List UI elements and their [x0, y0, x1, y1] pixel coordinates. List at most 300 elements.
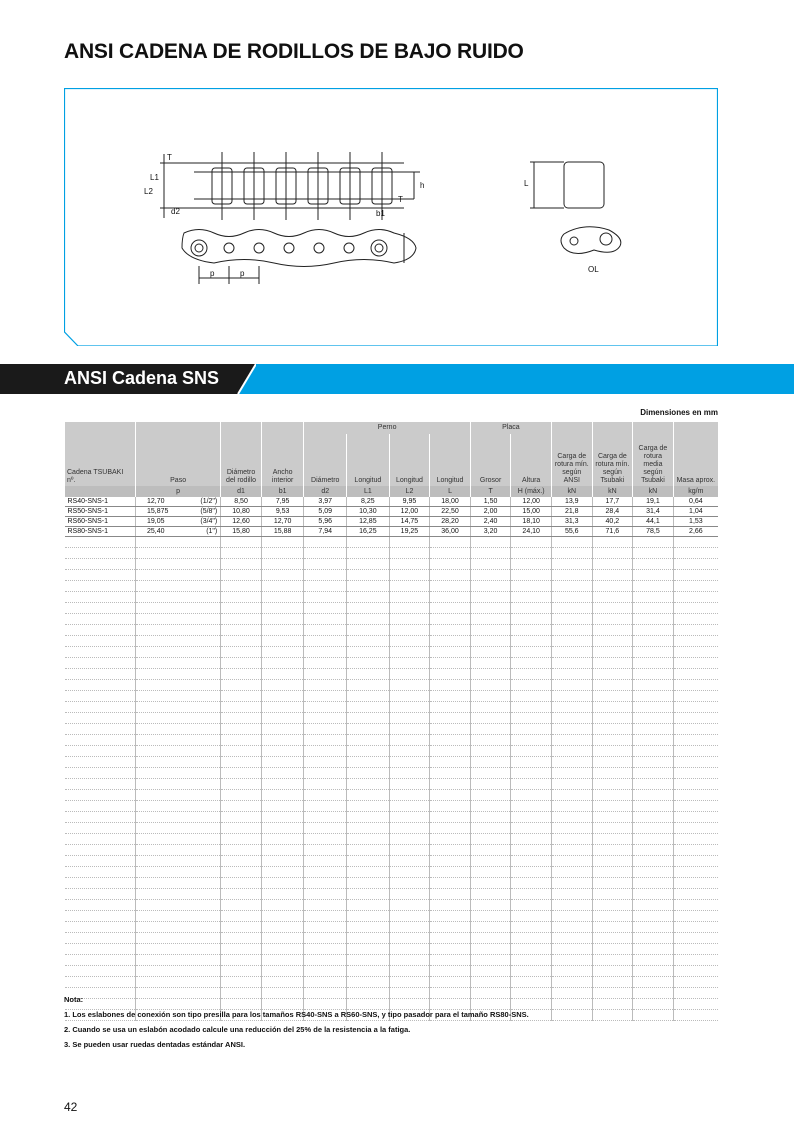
- empty-cell: [221, 647, 262, 658]
- empty-cell: [673, 603, 718, 614]
- empty-cell: [633, 559, 674, 570]
- cell-cadena: RS40-SNS-1: [65, 497, 136, 507]
- empty-cell: [551, 801, 592, 812]
- empty-cell: [136, 790, 221, 801]
- empty-cell: [304, 779, 347, 790]
- header-grosor: Grosor: [470, 434, 511, 486]
- empty-cell: [511, 779, 552, 790]
- empty-cell: [65, 801, 136, 812]
- empty-cell: [592, 856, 633, 867]
- empty-cell: [430, 757, 471, 768]
- empty-cell: [136, 680, 221, 691]
- empty-row: [65, 944, 719, 955]
- empty-cell: [673, 614, 718, 625]
- empty-cell: [136, 658, 221, 669]
- empty-cell: [551, 933, 592, 944]
- empty-cell: [136, 757, 221, 768]
- empty-cell: [592, 592, 633, 603]
- empty-cell: [470, 647, 511, 658]
- empty-cell: [673, 933, 718, 944]
- empty-cell: [221, 801, 262, 812]
- cell-d2: 5,09: [304, 507, 347, 517]
- empty-cell: [673, 812, 718, 823]
- cell-masa: 0,64: [673, 497, 718, 507]
- empty-cell: [633, 746, 674, 757]
- empty-row: [65, 801, 719, 812]
- empty-cell: [673, 834, 718, 845]
- empty-cell: [633, 713, 674, 724]
- empty-row: [65, 966, 719, 977]
- empty-cell: [261, 757, 304, 768]
- empty-cell: [347, 581, 390, 592]
- empty-cell: [261, 702, 304, 713]
- empty-cell: [470, 713, 511, 724]
- note-item: 1. Los eslabones de conexión son tipo presilla para los tamaños RS40-SNS a RS60-SNS, y tipo pasador para el tamaño RS80-SNS.: [64, 1010, 529, 1019]
- empty-cell: [304, 735, 347, 746]
- empty-cell: [136, 966, 221, 977]
- empty-row: [65, 735, 719, 746]
- empty-cell: [511, 790, 552, 801]
- empty-cell: [430, 834, 471, 845]
- empty-cell: [633, 933, 674, 944]
- empty-cell: [592, 988, 633, 999]
- empty-cell: [673, 867, 718, 878]
- empty-cell: [389, 757, 430, 768]
- empty-cell: [633, 625, 674, 636]
- empty-cell: [65, 570, 136, 581]
- empty-cell: [261, 977, 304, 988]
- cell-paso-in: (5/8"): [200, 508, 218, 515]
- header-diametro: Diámetro: [304, 434, 347, 486]
- cell-l1: 8,25: [347, 497, 390, 507]
- empty-cell: [470, 537, 511, 548]
- notes-heading: Nota:: [64, 995, 84, 1004]
- empty-cell: [221, 823, 262, 834]
- empty-cell: [673, 856, 718, 867]
- empty-cell: [389, 592, 430, 603]
- empty-cell: [470, 779, 511, 790]
- empty-row: [65, 603, 719, 614]
- empty-cell: [592, 801, 633, 812]
- empty-cell: [511, 900, 552, 911]
- header-longitud-l1: Longitud: [347, 434, 390, 486]
- empty-cell: [430, 845, 471, 856]
- empty-cell: [136, 779, 221, 790]
- empty-cell: [304, 812, 347, 823]
- empty-cell: [347, 955, 390, 966]
- empty-cell: [304, 801, 347, 812]
- empty-cell: [470, 878, 511, 889]
- empty-cell: [673, 680, 718, 691]
- cell-b1: 7,95: [261, 497, 304, 507]
- empty-cell: [347, 878, 390, 889]
- empty-cell: [261, 768, 304, 779]
- label-d2: d2: [171, 207, 180, 216]
- empty-cell: [551, 988, 592, 999]
- empty-row: [65, 812, 719, 823]
- empty-cell: [551, 900, 592, 911]
- empty-cell: [261, 724, 304, 735]
- empty-cell: [511, 977, 552, 988]
- empty-cell: [511, 713, 552, 724]
- empty-cell: [304, 823, 347, 834]
- unit-cell: T: [470, 486, 511, 497]
- empty-cell: [551, 680, 592, 691]
- empty-cell: [389, 713, 430, 724]
- empty-cell: [511, 691, 552, 702]
- unit-cell: kN: [633, 486, 674, 497]
- cell-paso: [136, 517, 221, 527]
- notes: [64, 992, 529, 1052]
- cell-media: 31,4: [633, 507, 674, 517]
- empty-cell: [261, 790, 304, 801]
- empty-cell: [511, 746, 552, 757]
- empty-cell: [633, 757, 674, 768]
- empty-row: [65, 900, 719, 911]
- spec-table: [64, 422, 718, 1021]
- empty-cell: [304, 834, 347, 845]
- empty-cell: [430, 933, 471, 944]
- header-group-perno: Perno: [304, 422, 470, 434]
- empty-cell: [551, 636, 592, 647]
- empty-cell: [592, 713, 633, 724]
- empty-cell: [347, 900, 390, 911]
- empty-cell: [673, 658, 718, 669]
- diagram-panel: [64, 88, 718, 346]
- empty-cell: [221, 570, 262, 581]
- empty-cell: [430, 625, 471, 636]
- empty-cell: [389, 867, 430, 878]
- empty-cell: [261, 801, 304, 812]
- empty-cell: [221, 867, 262, 878]
- empty-cell: [221, 878, 262, 889]
- empty-cell: [347, 768, 390, 779]
- empty-cell: [389, 779, 430, 790]
- empty-cell: [551, 911, 592, 922]
- empty-cell: [633, 988, 674, 999]
- empty-cell: [304, 592, 347, 603]
- empty-cell: [551, 856, 592, 867]
- empty-cell: [304, 680, 347, 691]
- empty-cell: [633, 834, 674, 845]
- empty-cell: [261, 933, 304, 944]
- cell-paso-mm: 25,40: [147, 528, 165, 535]
- empty-cell: [261, 823, 304, 834]
- empty-cell: [221, 592, 262, 603]
- empty-cell: [470, 680, 511, 691]
- empty-cell: [221, 834, 262, 845]
- empty-cell: [551, 735, 592, 746]
- empty-cell: [633, 779, 674, 790]
- empty-cell: [592, 768, 633, 779]
- empty-cell: [221, 636, 262, 647]
- empty-cell: [136, 625, 221, 636]
- empty-cell: [65, 823, 136, 834]
- empty-cell: [304, 625, 347, 636]
- header-ancho-interior: Ancho interior: [261, 422, 304, 486]
- section-title: ANSI Cadena SNS: [64, 368, 220, 388]
- empty-cell: [511, 647, 552, 658]
- empty-cell: [65, 900, 136, 911]
- empty-cell: [261, 548, 304, 559]
- empty-cell: [136, 944, 221, 955]
- empty-cell: [261, 614, 304, 625]
- empty-cell: [592, 867, 633, 878]
- empty-cell: [633, 1010, 674, 1021]
- cell-d2: 5,96: [304, 517, 347, 527]
- cell-d2: 3,97: [304, 497, 347, 507]
- empty-cell: [136, 845, 221, 856]
- empty-cell: [389, 636, 430, 647]
- table-row: [65, 497, 719, 507]
- empty-cell: [347, 669, 390, 680]
- empty-cell: [221, 559, 262, 570]
- empty-cell: [633, 889, 674, 900]
- empty-cell: [389, 955, 430, 966]
- empty-cell: [389, 581, 430, 592]
- empty-cell: [347, 867, 390, 878]
- empty-cell: [65, 768, 136, 779]
- empty-cell: [592, 933, 633, 944]
- empty-cell: [592, 636, 633, 647]
- empty-cell: [347, 592, 390, 603]
- empty-cell: [261, 537, 304, 548]
- empty-cell: [592, 955, 633, 966]
- empty-cell: [470, 691, 511, 702]
- empty-cell: [430, 790, 471, 801]
- empty-cell: [633, 537, 674, 548]
- empty-cell: [136, 713, 221, 724]
- cell-t: 2,40: [470, 517, 511, 527]
- empty-cell: [65, 856, 136, 867]
- empty-cell: [304, 647, 347, 658]
- empty-cell: [470, 856, 511, 867]
- empty-cell: [430, 966, 471, 977]
- empty-cell: [261, 856, 304, 867]
- empty-cell: [65, 757, 136, 768]
- empty-cell: [511, 933, 552, 944]
- cell-l: 28,20: [430, 517, 471, 527]
- empty-cell: [633, 845, 674, 856]
- empty-cell: [551, 570, 592, 581]
- empty-cell: [261, 559, 304, 570]
- empty-cell: [592, 735, 633, 746]
- empty-cell: [221, 922, 262, 933]
- empty-cell: [389, 812, 430, 823]
- empty-cell: [551, 944, 592, 955]
- empty-cell: [65, 922, 136, 933]
- empty-cell: [430, 724, 471, 735]
- empty-cell: [136, 823, 221, 834]
- empty-cell: [136, 647, 221, 658]
- empty-cell: [673, 801, 718, 812]
- empty-cell: [304, 746, 347, 757]
- empty-cell: [389, 801, 430, 812]
- empty-cell: [221, 889, 262, 900]
- empty-cell: [470, 889, 511, 900]
- empty-cell: [65, 746, 136, 757]
- empty-cell: [136, 867, 221, 878]
- empty-cell: [592, 757, 633, 768]
- empty-cell: [347, 537, 390, 548]
- empty-cell: [430, 592, 471, 603]
- empty-cell: [136, 559, 221, 570]
- unit-cell: b1: [261, 486, 304, 497]
- page-number: 42: [64, 1100, 78, 1114]
- empty-cell: [65, 603, 136, 614]
- table-row: [65, 527, 719, 537]
- empty-cell: [511, 955, 552, 966]
- empty-cell: [304, 724, 347, 735]
- empty-cell: [65, 647, 136, 658]
- empty-row: [65, 823, 719, 834]
- empty-cell: [304, 889, 347, 900]
- unit-cell: p: [136, 486, 221, 497]
- empty-cell: [633, 856, 674, 867]
- empty-cell: [389, 933, 430, 944]
- empty-cell: [551, 647, 592, 658]
- empty-cell: [261, 658, 304, 669]
- header-paso: Paso: [136, 422, 221, 486]
- empty-cell: [470, 614, 511, 625]
- empty-cell: [347, 658, 390, 669]
- empty-cell: [221, 614, 262, 625]
- empty-cell: [633, 735, 674, 746]
- empty-cell: [347, 790, 390, 801]
- empty-cell: [430, 878, 471, 889]
- empty-cell: [221, 735, 262, 746]
- empty-cell: [673, 900, 718, 911]
- empty-cell: [551, 878, 592, 889]
- empty-row: [65, 790, 719, 801]
- unit-cell: [65, 486, 136, 497]
- empty-row: [65, 746, 719, 757]
- empty-cell: [430, 548, 471, 559]
- empty-row: [65, 724, 719, 735]
- empty-cell: [511, 658, 552, 669]
- empty-cell: [221, 625, 262, 636]
- empty-cell: [551, 999, 592, 1010]
- empty-cell: [304, 977, 347, 988]
- empty-row: [65, 911, 719, 922]
- empty-cell: [389, 647, 430, 658]
- empty-cell: [136, 878, 221, 889]
- empty-cell: [389, 537, 430, 548]
- empty-cell: [65, 680, 136, 691]
- empty-cell: [65, 933, 136, 944]
- empty-cell: [261, 669, 304, 680]
- empty-cell: [304, 537, 347, 548]
- cell-l: 22,50: [430, 507, 471, 517]
- unit-cell: kg/m: [673, 486, 718, 497]
- empty-cell: [304, 757, 347, 768]
- empty-cell: [673, 724, 718, 735]
- empty-cell: [470, 911, 511, 922]
- empty-cell: [347, 691, 390, 702]
- empty-cell: [673, 1010, 718, 1021]
- empty-cell: [136, 856, 221, 867]
- empty-cell: [511, 570, 552, 581]
- empty-cell: [65, 658, 136, 669]
- cell-d1: 10,80: [221, 507, 262, 517]
- empty-cell: [430, 889, 471, 900]
- empty-cell: [592, 900, 633, 911]
- empty-cell: [511, 856, 552, 867]
- empty-cell: [389, 570, 430, 581]
- empty-cell: [304, 867, 347, 878]
- empty-cell: [347, 548, 390, 559]
- empty-cell: [261, 592, 304, 603]
- empty-cell: [347, 889, 390, 900]
- empty-cell: [347, 757, 390, 768]
- empty-cell: [551, 966, 592, 977]
- empty-cell: [65, 779, 136, 790]
- empty-cell: [551, 823, 592, 834]
- cell-ansi: 55,6: [551, 527, 592, 537]
- empty-row: [65, 702, 719, 713]
- empty-cell: [430, 647, 471, 658]
- empty-cell: [304, 581, 347, 592]
- empty-row: [65, 856, 719, 867]
- empty-cell: [673, 548, 718, 559]
- label-ol: OL: [588, 265, 599, 274]
- empty-cell: [551, 757, 592, 768]
- empty-cell: [511, 801, 552, 812]
- empty-cell: [633, 548, 674, 559]
- empty-row: [65, 548, 719, 559]
- empty-cell: [551, 702, 592, 713]
- empty-row: [65, 570, 719, 581]
- empty-cell: [347, 603, 390, 614]
- empty-cell: [389, 922, 430, 933]
- empty-cell: [430, 735, 471, 746]
- empty-cell: [511, 834, 552, 845]
- empty-cell: [389, 878, 430, 889]
- header-masa: Masa aprox.: [673, 422, 718, 486]
- empty-cell: [389, 548, 430, 559]
- cell-d2: 7,94: [304, 527, 347, 537]
- empty-cell: [470, 944, 511, 955]
- empty-cell: [136, 801, 221, 812]
- empty-cell: [65, 878, 136, 889]
- empty-cell: [673, 999, 718, 1010]
- cell-cadena: RS60-SNS-1: [65, 517, 136, 527]
- empty-cell: [633, 966, 674, 977]
- empty-cell: [511, 636, 552, 647]
- empty-cell: [65, 889, 136, 900]
- empty-cell: [221, 845, 262, 856]
- empty-cell: [221, 537, 262, 548]
- empty-cell: [389, 768, 430, 779]
- empty-cell: [304, 768, 347, 779]
- empty-cell: [261, 944, 304, 955]
- empty-row: [65, 867, 719, 878]
- empty-cell: [389, 823, 430, 834]
- empty-cell: [347, 735, 390, 746]
- empty-cell: [511, 878, 552, 889]
- empty-cell: [673, 570, 718, 581]
- empty-cell: [136, 702, 221, 713]
- empty-cell: [221, 779, 262, 790]
- empty-cell: [221, 691, 262, 702]
- empty-cell: [592, 658, 633, 669]
- empty-cell: [470, 823, 511, 834]
- empty-cell: [592, 702, 633, 713]
- empty-cell: [389, 911, 430, 922]
- empty-cell: [389, 702, 430, 713]
- empty-cell: [65, 834, 136, 845]
- cell-t: 3,20: [470, 527, 511, 537]
